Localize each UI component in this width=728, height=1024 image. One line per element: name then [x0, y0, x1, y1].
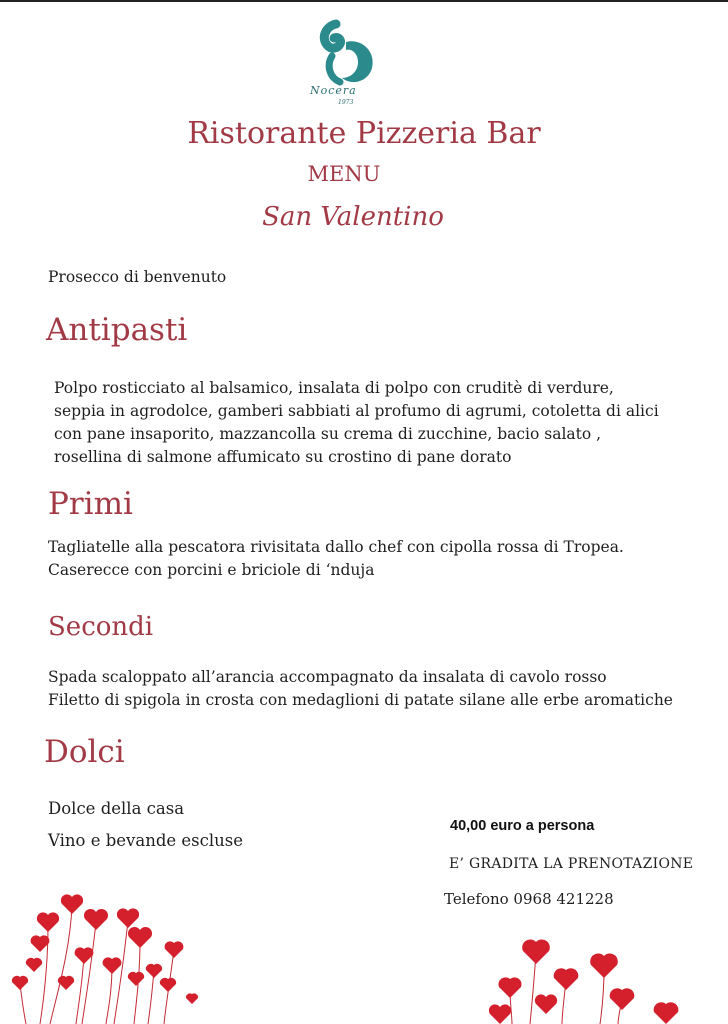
- heart-icon: [522, 940, 550, 964]
- secondi-line: Spada scaloppato all’arancia accompagnato da insalata di cavolo rosso: [48, 668, 607, 686]
- logo-year: 1973: [338, 99, 354, 106]
- antipasti-line: rosellina di salmone affumicato su crostino di pane dorato: [54, 448, 512, 466]
- primi-line: Caserecce con porcini e briciole di ‘nduja: [48, 561, 375, 579]
- antipasti-line: seppia in agrodolce, gamberi sabbiati al profumo di agrumi, cotoletta di alici: [54, 402, 659, 420]
- logo-text: Nocera: [310, 84, 357, 97]
- menu-label: MENU: [307, 162, 381, 186]
- primi-line: Tagliatelle alla pescatora rivisitata dallo chef con cipolla rossa di Tropea.: [48, 538, 624, 556]
- heart-icon: [58, 976, 74, 990]
- reservation-note: E’ GRADITA LA PRENOTAZIONE: [449, 856, 694, 872]
- section-title-secondi: Secondi: [48, 612, 154, 642]
- heart-icon: [128, 972, 144, 986]
- restaurant-title: Ristorante Pizzeria Bar: [187, 116, 541, 151]
- menu-subtitle: San Valentino: [262, 202, 444, 232]
- hearts-right-decoration: [486, 930, 686, 1024]
- heart-icon: [75, 947, 94, 964]
- heart-icon: [146, 964, 162, 978]
- heart-icon: [117, 908, 139, 928]
- heart-icon: [535, 994, 557, 1014]
- dolci-line: Dolce della casa: [48, 799, 185, 818]
- section-title-antipasti: Antipasti: [46, 312, 188, 348]
- heart-icon: [128, 927, 152, 948]
- heart-icon: [37, 912, 59, 932]
- heart-icon: [84, 909, 108, 930]
- heart-icon: [554, 968, 579, 990]
- heart-icon: [103, 957, 122, 974]
- heart-icon: [489, 1004, 511, 1024]
- antipasti-line: con pane insaporito, mazzancolla su crema di zucchine, bacio salato ,: [54, 425, 602, 443]
- heart-icon: [498, 977, 521, 998]
- welcome-drink: Prosecco di benvenuto: [48, 268, 227, 286]
- heart-icon: [31, 935, 50, 952]
- heart-icon: [165, 941, 184, 958]
- heart-icon: [12, 976, 28, 990]
- section-title-primi: Primi: [48, 486, 133, 522]
- heart-icon: [654, 1002, 679, 1024]
- heart-icon: [590, 954, 618, 978]
- heart-icon: [61, 894, 83, 914]
- heart-icon: [160, 978, 176, 992]
- antipasti-line: Polpo rosticciato al balsamico, insalata di polpo con cruditè di verdure,: [54, 379, 614, 397]
- section-title-dolci: Dolci: [44, 734, 125, 770]
- price-per-person: 40,00 euro a persona: [450, 818, 595, 834]
- hearts-left-decoration: [0, 880, 220, 1024]
- dolci-line: Vino e bevande escluse: [48, 831, 244, 850]
- phone-number: Telefono 0968 421228: [444, 890, 614, 908]
- heart-icon: [26, 958, 42, 972]
- heart-icon: [610, 988, 635, 1010]
- secondi-line: Filetto di spigola in crosta con medaglioni di patate silane alle erbe aromatiche: [48, 691, 673, 709]
- heart-icon: [186, 993, 198, 1004]
